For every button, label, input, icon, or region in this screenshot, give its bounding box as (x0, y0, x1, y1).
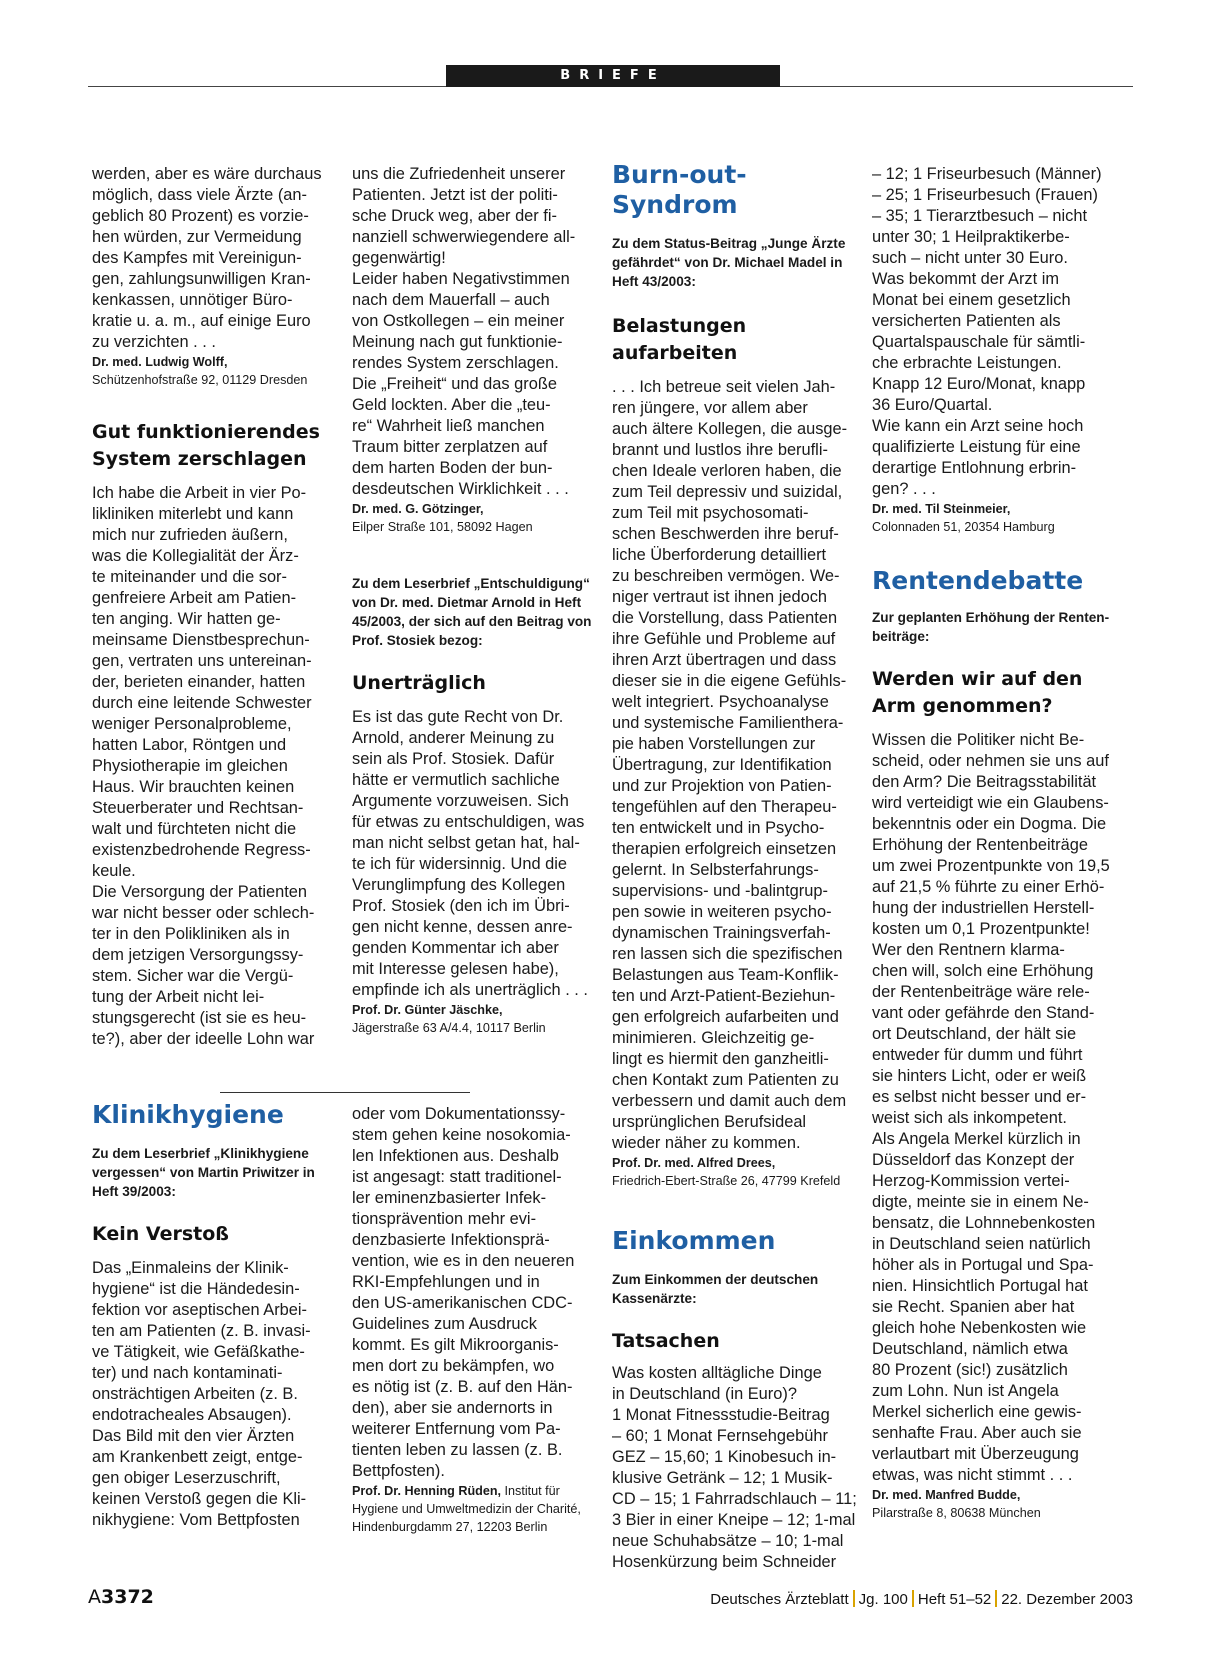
text-line: nanziell schwerwiegendere all- (352, 228, 576, 246)
section-title: Burn-out-Syndrom (612, 160, 747, 219)
signature-address: Institut für (504, 1484, 560, 1498)
text-line: sein als Prof. Stosiek. Dafür (352, 750, 555, 768)
section-divider (220, 1092, 470, 1093)
text-line: Guidelines zum Ausdruck (352, 1315, 537, 1333)
text-line: Leider haben Negativstimmen (352, 270, 570, 288)
letter-heading: Tatsachen (612, 1330, 720, 1352)
text-line: genfreiere Arbeit am Patien- (92, 589, 297, 607)
reference-note (872, 608, 1130, 646)
text-line: dieser sie in die eigene Gefühls- (612, 672, 847, 690)
text-line: vention, wie es in den neueren (352, 1252, 575, 1270)
text-line: auf 21,5 % führte zu einer Erhö- (872, 878, 1105, 896)
text-line: Patienten. Jetzt ist der politi- (352, 186, 558, 204)
text-line: – 12; 1 Friseurbesuch (Männer) (872, 165, 1102, 183)
column-4 (872, 164, 1130, 1522)
signature-address: Hygiene und Umweltmedizin der Charité, (352, 1502, 581, 1516)
signature-address: Pilarstraße 8, 80638 München (872, 1506, 1041, 1520)
text-line: ve Tätigkeit, wie Gefäßkathe- (92, 1343, 305, 1361)
letter-heading: Gut funktionierendes System zerschlagen (92, 421, 320, 470)
text-line: genden Kommentar ich aber (352, 939, 559, 957)
reference-note (92, 1144, 342, 1201)
text-line: kratie u. a. m., auf einige Euro (92, 312, 311, 330)
text-line: werden, aber es wäre durchaus (92, 165, 322, 183)
text-line: des Kampfes mit Vereinigun- (92, 249, 302, 267)
text-line: entweder für dumm und führt (872, 1046, 1083, 1064)
text-line: sie hinters Licht, oder er weiß (872, 1067, 1087, 1085)
letter-heading: Belastungen aufarbeiten (612, 315, 747, 364)
text-line: verlautbart mit Überzeugung (872, 1445, 1079, 1463)
letter-heading: Unerträglich (352, 672, 486, 694)
text-line: fektion vor aseptischen Arbei- (92, 1301, 308, 1319)
signature-name: Prof. Dr. Günter Jäschke, (352, 1003, 503, 1017)
text-line: ort Deutschland, der hält sie (872, 1025, 1077, 1043)
text-line: welt integriert. Psychoanalyse (612, 693, 829, 711)
text-line: um zwei Prozentpunkte von 19,5 (872, 857, 1110, 875)
text-line: Übertragung, zur Identifikation (612, 756, 832, 774)
text-line: weiterer Entfernung vom Pa- (352, 1420, 561, 1438)
text-line: walt und fürchteten nicht die (92, 820, 297, 838)
text-line: senhafte Frau. Aber auch sie (872, 1424, 1082, 1442)
reference-note (612, 1270, 867, 1308)
text-line: zum Teil mit psychosomati- (612, 504, 809, 522)
section-title: Einkommen (612, 1226, 776, 1255)
text-line: Prof. Stosiek (den ich im Übri- (352, 897, 570, 915)
text-line: Argumente vorzuweisen. Sich (352, 792, 569, 810)
signature-name: Dr. med. Ludwig Wolff, (92, 355, 228, 369)
letter-text (872, 730, 1130, 1486)
text-line: empfinde ich als unerträglich . . . (352, 981, 588, 999)
text-line: hygiene“ ist die Händedesin- (92, 1280, 300, 1298)
column-2 (352, 164, 602, 1037)
text-line: Erhöhung der Rentenbeiträge (872, 836, 1088, 854)
text-line: tung der Arbeit nicht lei- (92, 988, 265, 1006)
text-line: gen, vertraten uns untereinan- (92, 652, 312, 670)
text-line: re“ Wahrheit ließ manchen (352, 417, 545, 435)
text-line: stem. Sicher war die Vergü- (92, 967, 294, 985)
text-line: Das „Einmaleins der Klinik- (92, 1259, 289, 1277)
text-line: höher als in Portugal und Spa- (872, 1256, 1094, 1274)
text-line: und zur Projektion von Patien- (612, 777, 832, 795)
letter-text (92, 483, 342, 1050)
text-line: Als Angela Merkel kürzlich in (872, 1130, 1081, 1148)
text-line: Wer den Rentnern klarma- (872, 941, 1065, 959)
text-line: war nicht besser oder schlech- (92, 904, 315, 922)
text-line: te miteinander und die sor- (92, 568, 287, 586)
text-line: es nötig ist (z. B. auf den Hän- (352, 1378, 573, 1396)
text-line: vant oder gefährde den Stand- (872, 1004, 1095, 1022)
text-line: chen Ideale verloren haben, die (612, 462, 842, 480)
text-line: meinsame Dienstbesprechun- (92, 631, 310, 649)
text-line: Das Bild mit den vier Ärzten (92, 1427, 295, 1445)
text-line: gen nicht kenne, dessen anre- (352, 918, 573, 936)
text-line: für etwas zu entschuldigen, was (352, 813, 585, 831)
text-line: Düsseldorf das Konzept der (872, 1151, 1075, 1169)
text-line: es selbst nicht besser und er- (872, 1088, 1087, 1106)
text-line: nien. Hinsichtlich Portugal hat (872, 1277, 1088, 1295)
text-line: Haus. Wir brauchten keinen (92, 778, 295, 796)
text-line: stungsgerecht (ist sie es heu- (92, 1009, 307, 1027)
letter-text (92, 1258, 342, 1531)
text-line: tengefühlen auf den Therapeu- (612, 798, 837, 816)
text-line: ten am Patienten (z. B. invasi- (92, 1322, 311, 1340)
text-line: – 25; 1 Friseurbesuch (Frauen) (872, 186, 1098, 204)
text-line: in Deutschland seien natürlich (872, 1235, 1091, 1253)
letter-heading: Kein Verstoß (92, 1223, 229, 1245)
text-line: Was bekommt der Arzt im (872, 270, 1060, 288)
text-line: Es ist das gute Recht von Dr. (352, 708, 564, 726)
text-line: vergessen“ von Martin Priwitzer in (92, 1165, 315, 1180)
text-line: nikhygiene: Vom Bettpfosten (92, 1511, 300, 1529)
signature-name: Prof. Dr. Henning Rüden, (352, 1484, 502, 1498)
text-line: supervisions- und -balintgrup- (612, 882, 828, 900)
text-line: Monat bei einem gesetzlich (872, 291, 1071, 309)
text-line: weniger Personalprobleme, (92, 715, 292, 733)
letter-text (352, 707, 602, 1001)
text-line: Traum bitter zerplatzen auf (352, 438, 548, 456)
section-title: Rentendebatte (872, 566, 1084, 595)
text-line: unter 30; 1 Heilpraktikerbe- (872, 228, 1070, 246)
text-line: 80 Prozent (sic!) zusätzlich (872, 1361, 1068, 1379)
section-label-bar: BRIEFE (446, 65, 780, 87)
letter-text (352, 164, 602, 500)
letter-heading: Werden wir auf den Arm genommen? (872, 668, 1083, 717)
text-line: Meinung nach gut funktionie- (352, 333, 563, 351)
text-line: auch ältere Kollegen, die ausge- (612, 420, 848, 438)
text-line: gen erfolgreich aufarbeiten und (612, 1008, 839, 1026)
text-line: . . . Ich betreue seit vielen Jah- (612, 378, 836, 396)
text-line: Belastungen aus Team-Konflik- (612, 966, 839, 984)
text-line: 1 Monat Fitnessstudie-Beitrag (612, 1406, 830, 1424)
letter-text (612, 377, 867, 1154)
text-line: lingt es hiermit den ganzheitli- (612, 1050, 829, 1068)
klinik-column-right (352, 1104, 602, 1536)
text-line: tienten leben zu lassen (z. B. (352, 1441, 563, 1459)
text-line: in Deutschland (in Euro)? (612, 1385, 797, 1403)
text-line: – 60; 1 Monat Fernsehgebühr (612, 1427, 828, 1445)
text-line: Wie kann ein Arzt seine hoch (872, 417, 1084, 435)
text-line: stem gehen keine nosokomia- (352, 1126, 571, 1144)
text-line: weist sich als inkompetent. (872, 1109, 1067, 1127)
text-line: dem jetzigen Versorgungssy- (92, 946, 304, 964)
signature-name: Dr. med. G. Götzinger, (352, 502, 484, 516)
signature-name: Dr. med. Manfred Budde, (872, 1488, 1021, 1502)
text-line: chen Kontakt zum Patienten zu (612, 1071, 839, 1089)
text-line: Heft 39/2003: (92, 1184, 176, 1199)
text-line: und systemische Familienthera- (612, 714, 844, 732)
signature-address: Jägerstraße 63 A/4.4, 10117 Berlin (352, 1021, 546, 1035)
text-line: gleich hohe Nebenkosten wie (872, 1319, 1087, 1337)
signature-address: Friedrich-Ebert-Straße 26, 47799 Krefeld (612, 1174, 841, 1188)
text-line: Deutschland, nämlich etwa (872, 1340, 1068, 1358)
signature-address: Eilper Straße 101, 58092 Hagen (352, 520, 533, 534)
text-line: len Infektionen aus. Deshalb (352, 1147, 559, 1165)
signature-name: Prof. Dr. med. Alfred Drees, (612, 1156, 776, 1170)
text-line: niger vertraut ist ihnen jedoch (612, 588, 828, 606)
text-line: ren lassen sich die spezifischen (612, 945, 843, 963)
text-line: likliniken miterlebt und kann (92, 505, 294, 523)
text-line: Bettpfosten). (352, 1462, 445, 1480)
text-line: gen? . . . (872, 480, 936, 498)
reference-note (352, 574, 602, 650)
text-line: gelernt. In Selbsterfahrungs- (612, 861, 819, 879)
text-line: Verunglimpfung des Kollegen (352, 876, 566, 894)
text-line: Heft 43/2003: (612, 274, 696, 289)
text-line: Steuerberater und Rechtsan- (92, 799, 304, 817)
footer-separator (853, 1590, 855, 1607)
text-line: den Arm? Die Beitragsstabilität (872, 773, 1097, 791)
text-line: Die Versorgung der Patienten (92, 883, 308, 901)
text-line: am Krankenbett zeigt, entge- (92, 1448, 303, 1466)
text-line: man nicht selbst getan hat, hal- (352, 834, 580, 852)
signature-address: Hindenburgdamm 27, 12203 Berlin (352, 1520, 548, 1534)
text-line: existenzbedrohende Regress- (92, 841, 311, 859)
signature-address: Colonnaden 51, 20354 Hamburg (872, 520, 1055, 534)
text-line: Quartalspauschale für sämtli- (872, 333, 1086, 351)
column-3 (612, 160, 867, 1573)
text-line: kenkassen, unnötiger Büro- (92, 291, 293, 309)
text-line: brannt und lustlos ihre berufli- (612, 441, 828, 459)
text-line: durch eine leitende Schwester (92, 694, 312, 712)
text-line: Herzog-Kommission vertei- (872, 1172, 1070, 1190)
text-line: Geld lockten. Aber die „teu- (352, 396, 551, 414)
text-line: ter in den Polikliniken als in (92, 925, 290, 943)
text-line: 36 Euro/Quartal. (872, 396, 993, 414)
text-line: Merkel sicherlich eine gewis- (872, 1403, 1082, 1421)
signature-address: Schützenhofstraße 92, 01129 Dresden (92, 373, 308, 387)
text-line: te?), aber der ideelle Lohn war (92, 1030, 315, 1048)
text-line: Zu dem Status-Beitrag „Junge Ärzte (612, 236, 846, 251)
text-line: pen sowie in weiteren psycho- (612, 903, 832, 921)
text-line: dem harten Boden der bun- (352, 459, 553, 477)
text-line: wieder näher zu kommen. (612, 1134, 801, 1152)
text-line: zum Teil depressiv und suizidal, (612, 483, 843, 501)
text-line: uns die Zufriedenheit unserer (352, 165, 566, 183)
text-line: 3 Bier in einer Kneipe – 12; 1-mal (612, 1511, 856, 1529)
text-line: onsträchtigen Arbeiten (z. B. (92, 1385, 298, 1403)
text-line: bensatz, die Lohnnebenkosten (872, 1214, 1096, 1232)
text-line: gen obiger Leserzuschrift, (92, 1469, 281, 1487)
text-line: bekenntnis oder ein Dogma. Die (872, 815, 1107, 833)
text-line: Arnold, anderer Meinung zu (352, 729, 555, 747)
text-line: der Rentenbeiträge wäre rele- (872, 983, 1090, 1001)
text-line: von Dr. med. Dietmar Arnold in Heft (352, 595, 582, 610)
text-line: Die „Freiheit“ und das große (352, 375, 557, 393)
text-line: von Ostkollegen – ein meiner (352, 312, 565, 330)
text-line: Wissen die Politiker nicht Be- (872, 731, 1085, 749)
reference-note (612, 234, 867, 291)
text-line: ihren Arzt übertragen und dass (612, 651, 837, 669)
text-line: den), aber sie andernorts in (352, 1399, 553, 1417)
text-line: etwas, was nicht stimmt . . . (872, 1466, 1073, 1484)
text-line: zu beschreiben vermögen. We- (612, 567, 840, 585)
text-line: mich nur zufrieden äußern, (92, 526, 288, 544)
page-number: A3372 (88, 1586, 154, 1608)
text-line: zum Lohn. Nun ist Angela (872, 1382, 1059, 1400)
column-1 (92, 164, 342, 1050)
text-line: Zu dem Leserbrief „Entschuldigung“ (352, 576, 590, 591)
text-line: men dort zu bekämpfen, wo (352, 1357, 555, 1375)
text-line: kommt. Es gilt Mikroorganis- (352, 1336, 559, 1354)
text-line: zu verzichten . . . (92, 333, 216, 351)
text-line: – 35; 1 Tierarztbesuch – nicht (872, 207, 1088, 225)
text-line: ist angesagt: statt traditionel- (352, 1168, 562, 1186)
text-line: hung der industriellen Herstell- (872, 899, 1095, 917)
text-line: desdeutschen Wirklichkeit . . . (352, 480, 569, 498)
letter-text (872, 164, 1130, 500)
text-line: hen würden, zur Vermeidung (92, 228, 302, 246)
text-line: ten entwickelt und in Psycho- (612, 819, 825, 837)
text-line: tionsprävention mehr evi- (352, 1210, 537, 1228)
text-line: keule. (92, 862, 136, 880)
letter-text (92, 164, 342, 353)
text-line: der, berieten einander, hatten (92, 673, 306, 691)
text-line: CD – 15; 1 Fahrradschlauch – 11; (612, 1490, 857, 1508)
footer-separator (912, 1590, 914, 1607)
text-line: wird verteidigt wie ein Glaubens- (872, 794, 1109, 812)
text-line: ursprünglichen Berufsideal (612, 1113, 807, 1131)
text-line: Hosenkürzung beim Schneider (612, 1553, 837, 1571)
text-line: gen, zahlungsunwilligen Kran- (92, 270, 311, 288)
section-title: Klinikhygiene (92, 1100, 284, 1129)
text-line: ihre Gefühle und Probleme auf (612, 630, 836, 648)
text-line: dynamischen Trainingsverfah- (612, 924, 831, 942)
letter-text (352, 1104, 602, 1482)
journal-issue: Heft 51–52 (917, 1591, 992, 1608)
text-line: versicherten Patienten als (872, 312, 1061, 330)
text-line: gegenwärtig! (352, 249, 446, 267)
text-line: pie haben Vorstellungen zur (612, 735, 816, 753)
footer-separator (995, 1590, 997, 1607)
text-line: RKI-Empfehlungen und in (352, 1273, 540, 1291)
text-line: neue Schuhabsätze – 10; 1-mal (612, 1532, 844, 1550)
text-line: beiträge: (872, 629, 930, 644)
text-line: GEZ – 15,60; 1 Kinobesuch in- (612, 1448, 837, 1466)
text-line: Prof. Stosiek bezog: (352, 633, 483, 648)
text-line: geblich 80 Prozent) es vorzie- (92, 207, 309, 225)
text-line: mit Interesse gelesen habe), (352, 960, 559, 978)
text-line: Was kosten alltägliche Dinge (612, 1364, 822, 1382)
journal-footer (710, 1590, 1133, 1608)
letter-text (612, 1363, 867, 1573)
text-line: ten anging. Wir hatten ge- (92, 610, 281, 628)
text-line: derartige Entlohnung erbrin- (872, 459, 1077, 477)
text-line: hätte er vermutlich sachliche (352, 771, 560, 789)
text-line: keinen Verstoß gegen die Kli- (92, 1490, 307, 1508)
text-line: digte, meinte sie in einem Ne- (872, 1193, 1089, 1211)
text-line: te ich für widersinnig. Und die (352, 855, 568, 873)
text-line: sie Recht. Spanien aber hat (872, 1298, 1075, 1316)
text-line: Knapp 12 Euro/Monat, knapp (872, 375, 1086, 393)
text-line: möglich, dass viele Ärzte (an- (92, 186, 307, 204)
text-line: ten und Arzt-Patient-Beziehun- (612, 987, 836, 1005)
journal-name: Deutsches Ärzteblatt (710, 1591, 849, 1608)
text-line: such – nicht unter 30 Euro. (872, 249, 1068, 267)
text-line: was die Kollegialität der Ärz- (92, 547, 299, 565)
text-line: sche Druck weg, aber der fi- (352, 207, 557, 225)
text-line: rendes System zerschlagen. (352, 354, 559, 372)
text-line: liche Überforderung detailliert (612, 546, 827, 564)
text-line: Zur geplanten Erhöhung der Renten- (872, 610, 1110, 625)
klinik-column-left (92, 1100, 342, 1531)
text-line: verbessern und damit auch dem (612, 1092, 847, 1110)
text-line: die Vorstellung, dass Patienten (612, 609, 838, 627)
text-line: chen will, solch eine Erhöhung (872, 962, 1094, 980)
text-line: nach dem Mauerfall – auch (352, 291, 550, 309)
text-line: Zum Einkommen der deutschen (612, 1272, 819, 1287)
text-line: Kassenärzte: (612, 1291, 697, 1306)
text-line: qualifizierte Leistung für eine (872, 438, 1081, 456)
text-line: scheid, oder nehmen sie uns auf (872, 752, 1109, 770)
text-line: Physiotherapie im gleichen (92, 757, 288, 775)
signature-name: Dr. med. Til Steinmeier, (872, 502, 1011, 516)
text-line: endotracheales Absaugen). (92, 1406, 292, 1424)
text-line: Zu dem Leserbrief „Klinikhygiene (92, 1146, 309, 1161)
journal-volume: Jg. 100 (858, 1591, 908, 1608)
journal-date: 22. Dezember 2003 (1001, 1591, 1133, 1608)
text-line: oder vom Dokumentationssy- (352, 1105, 566, 1123)
text-line: therapien erfolgreich einsetzen (612, 840, 837, 858)
text-line: minimieren. Gleichzeitig ge- (612, 1029, 815, 1047)
text-line: ren jüngere, vor allem aber (612, 399, 808, 417)
text-line: klusive Getränk – 12; 1 Musik- (612, 1469, 833, 1487)
text-line: gefährdet“ von Dr. Michael Madel in (612, 255, 843, 270)
text-line: schen Beschwerden ihre beruf- (612, 525, 839, 543)
text-line: denzbasierte Infektionsprä- (352, 1231, 550, 1249)
signature-block (352, 1482, 602, 1536)
text-line: Ich habe die Arbeit in vier Po- (92, 484, 307, 502)
text-line: hatten Labor, Röntgen und (92, 736, 287, 754)
text-line: che erbrachte Leistungen. (872, 354, 1062, 372)
text-line: ler eminenzbasierter Infek- (352, 1189, 547, 1207)
text-line: ter) und nach kontaminati- (92, 1364, 283, 1382)
text-line: den US-amerikanischen CDC- (352, 1294, 573, 1312)
text-line: 45/2003, der sich auf den Beitrag von (352, 614, 592, 629)
text-line: kosten um 0,1 Prozentpunkte! (872, 920, 1090, 938)
